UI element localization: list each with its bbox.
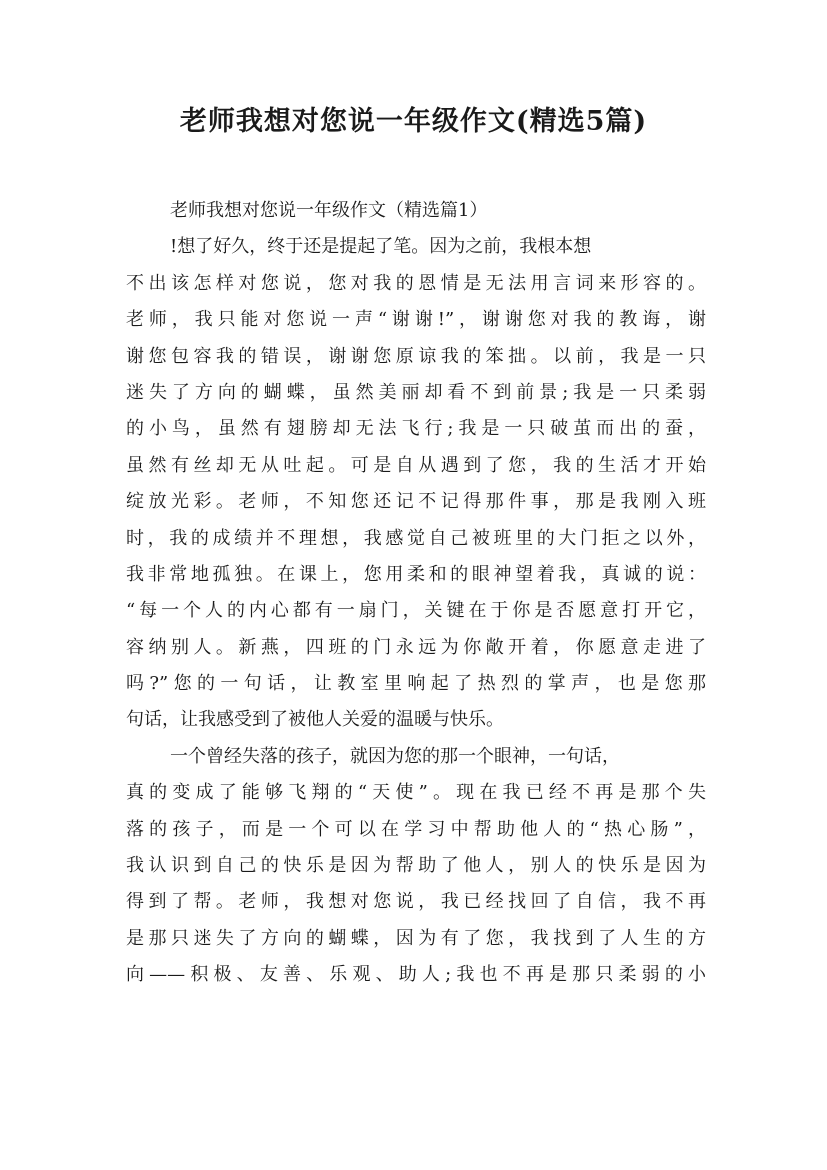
paragraph-line: 一个曾经失落的孩子，就因为您的那一个眼神，一句话， xyxy=(170,745,620,767)
document-title: 老师我想对您说一年级作文(精选5篇) xyxy=(179,106,648,137)
paragraph-line: 的小鸟，虽然有翅膀却无法飞行;我是一只破茧而出的蚕， xyxy=(126,418,706,440)
paragraph-line: 不出该怎样对您说，您对我的恩情是无法用言词来形容的。 xyxy=(126,272,706,294)
paragraph-line: 迷失了方向的蝴蝶，虽然美丽却看不到前景;我是一只柔弱 xyxy=(126,381,706,403)
paragraph-line: 老师，我只能对您说一声“谢谢!”，谢谢您对我的教诲，谢 xyxy=(126,309,706,331)
paragraph-line: 我认识到自己的快乐是因为帮助了他人，别人的快乐是因为 xyxy=(126,855,706,877)
paragraph-line: 我非常地孤独。在课上，您用柔和的眼神望着我，真诚的说： xyxy=(126,563,706,585)
document-body xyxy=(126,193,706,994)
paragraph-line: 绽放光彩。老师，不知您还记不记得那件事，那是我刚入班 xyxy=(126,491,706,513)
paragraph-line: 是那只迷失了方向的蝴蝶，因为有了您，我找到了人生的方 xyxy=(126,927,706,949)
paragraph-line: 落的孩子，而是一个可以在学习中帮助他人的“热心肠”， xyxy=(126,818,706,840)
paragraph-line: 真的变成了能够飞翔的“天使”。现在我已经不再是那个失 xyxy=(126,782,706,804)
paragraph-line: 吗?”您的一句话，让教室里响起了热烈的掌声，也是您那 xyxy=(126,673,706,695)
paragraph-line: 容纳别人。新燕，四班的门永远为你敞开着，你愿意走进了 xyxy=(126,636,706,658)
paragraph-line: 得到了帮。老师，我想对您说，我已经找回了自信，我不再 xyxy=(126,891,706,913)
section-heading: 老师我想对您说一年级作文（精选篇1） xyxy=(170,200,488,221)
paragraph-line: 向——积极、友善、乐观、助人;我也不再是那只柔弱的小 xyxy=(126,964,706,986)
paragraph-line: “每一个人的内心都有一扇门，关键在于你是否愿意打开它， xyxy=(126,600,706,622)
paragraph-line: 句话，让我感受到了被他人关爱的温暖与快乐。 xyxy=(126,709,504,731)
paragraph-line: !想了好久，终于还是提起了笔。因为之前，我根本想 xyxy=(170,236,592,258)
paragraph-line: 谢您包容我的错误，谢谢您原谅我的笨拙。以前，我是一只 xyxy=(126,345,706,367)
paragraph-line: 虽然有丝却无从吐起。可是自从遇到了您，我的生活才开始 xyxy=(126,454,706,476)
paragraph-line: 时，我的成绩并不理想，我感觉自己被班里的大门拒之以外， xyxy=(126,527,706,549)
